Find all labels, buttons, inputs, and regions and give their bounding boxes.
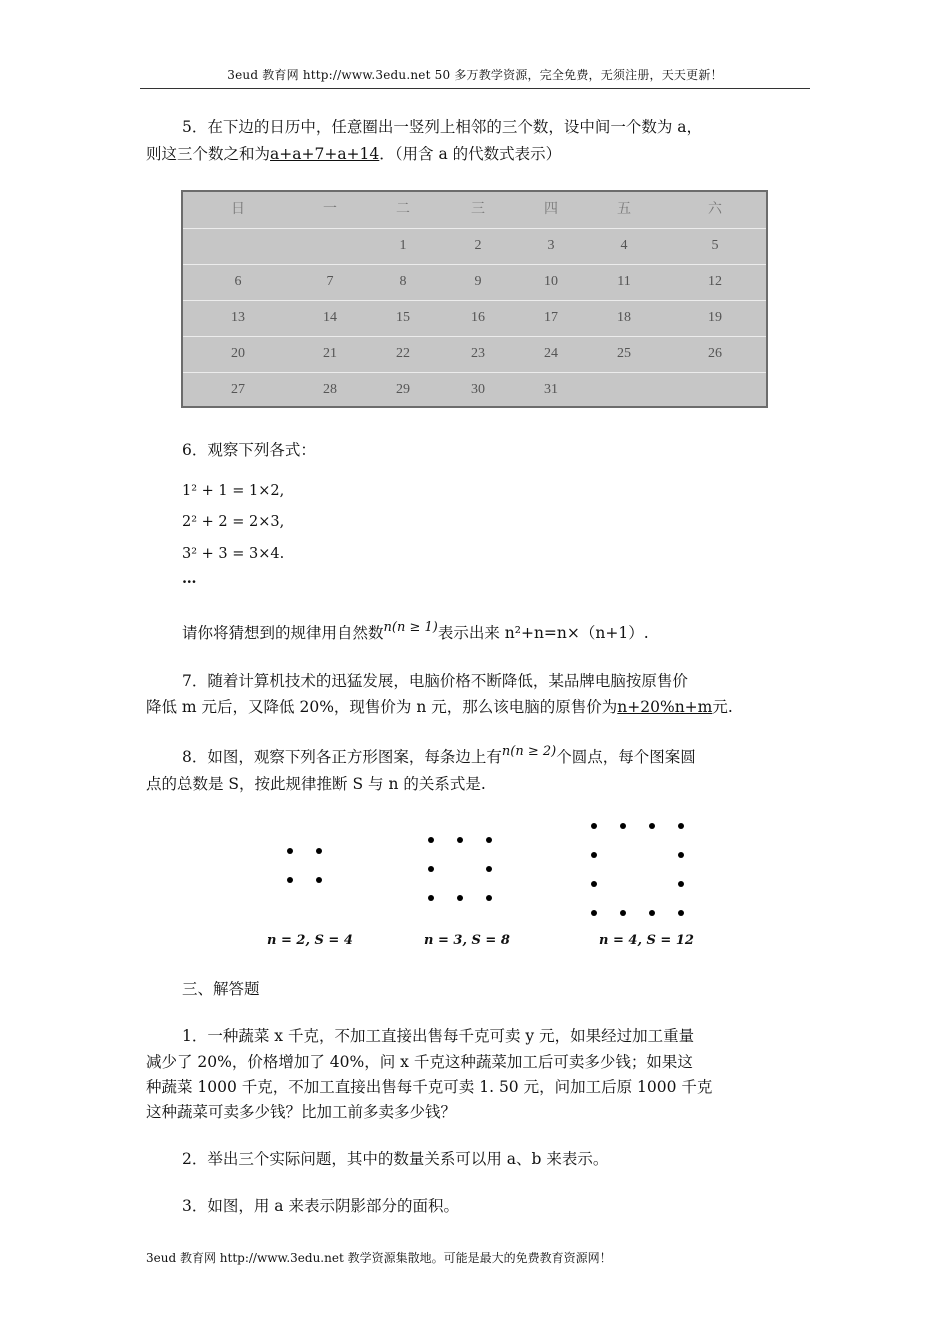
figure-label-n4: n = 4, S = 12 bbox=[599, 933, 694, 948]
pattern-dot bbox=[486, 837, 492, 843]
calendar-day: 31 bbox=[544, 382, 558, 397]
pattern-dot bbox=[486, 866, 492, 872]
calendar-day: 23 bbox=[471, 346, 485, 361]
pattern-dot bbox=[591, 823, 597, 829]
q8-line2: 点的总数是 S，按此规律推断 S 与 n 的关系式是. bbox=[146, 775, 486, 793]
calendar-day: 24 bbox=[544, 346, 558, 361]
q7-line2-post: 元. bbox=[712, 698, 733, 716]
q6-conclusion-mid: 表示出来 n²+n=n×（n+1）. bbox=[437, 624, 649, 642]
calendar-table bbox=[181, 190, 768, 408]
q6-intro: 6．观察下列各式： bbox=[182, 441, 316, 459]
q8-line1-pre: 8．如图，观察下列各正方形图案，每条边上有 bbox=[182, 748, 502, 766]
figure-label-n3: n = 3, S = 8 bbox=[424, 933, 510, 948]
calendar-weekday: 四 bbox=[544, 202, 558, 217]
page-footer: 3eud 教育网 http://www.3edu.net 教学资源集散地。可能是最大的免费教育资源网！ bbox=[146, 1251, 612, 1265]
q5-line1: 5．在下边的日历中，任意圈出一竖列上相邻的三个数，设中间一个数为 a， bbox=[182, 118, 703, 136]
header-divider bbox=[140, 88, 810, 89]
pattern-dot bbox=[287, 877, 293, 883]
q5-answer: a+a+7+a+14 bbox=[270, 145, 380, 163]
calendar-day: 10 bbox=[544, 274, 558, 289]
calendar-weekday: 三 bbox=[471, 202, 485, 217]
q6-eq3: 3² + 3 = 3×4. bbox=[182, 546, 285, 562]
pattern-dot bbox=[591, 852, 597, 858]
figure-label-n2: n = 2, S = 4 bbox=[267, 933, 353, 948]
calendar-day: 15 bbox=[396, 310, 410, 325]
calendar-day: 1 bbox=[399, 238, 407, 253]
pattern-dot bbox=[316, 877, 322, 883]
q5-line2-post: ．（用含 a 的代数式表示） bbox=[379, 145, 562, 163]
s3-q1-line1: 1．一种蔬菜 x 千克，不加工直接出售每千克可卖 y 元，如果经过加工重量 bbox=[182, 1027, 695, 1045]
q6-conclusion-pre: 请你将猜想到的规律用自然数 bbox=[182, 624, 384, 642]
pattern-dot bbox=[428, 895, 434, 901]
calendar-week-row bbox=[183, 300, 766, 337]
calendar-week-row bbox=[183, 372, 766, 408]
pattern-dot bbox=[620, 823, 626, 829]
s3-q1-line4: 这种蔬菜可卖多少钱？比加工前多卖多少钱？ bbox=[146, 1103, 457, 1121]
q7-line2-pre: 降低 m 元后，又降低 20%，现售价为 n 元，那么该电脑的原售价为 bbox=[146, 698, 618, 716]
calendar-weekday: 五 bbox=[617, 202, 631, 217]
q6-ellipsis: … bbox=[182, 570, 197, 587]
q7-line1: 7．随着计算机技术的迅猛发展，电脑价格不断降低，某品牌电脑按原售价 bbox=[182, 672, 688, 690]
calendar-day: 14 bbox=[323, 310, 337, 325]
calendar-day: 28 bbox=[323, 382, 337, 397]
calendar-day: 30 bbox=[471, 382, 485, 397]
calendar-day: 19 bbox=[708, 310, 722, 325]
pattern-dot bbox=[649, 910, 655, 916]
calendar-day: 17 bbox=[544, 310, 558, 325]
calendar-day: 11 bbox=[617, 274, 631, 289]
calendar-day: 21 bbox=[323, 346, 337, 361]
calendar-day: 27 bbox=[231, 382, 245, 397]
q8-line1 bbox=[182, 744, 696, 772]
q7-answer: n+20%n+m bbox=[617, 698, 713, 716]
pattern-dot bbox=[678, 823, 684, 829]
pattern-dot bbox=[316, 848, 322, 854]
q7-line2 bbox=[146, 694, 733, 721]
calendar-header-row bbox=[183, 192, 766, 229]
calendar-day: 3 bbox=[547, 238, 555, 253]
calendar-weekday: 六 bbox=[708, 202, 722, 217]
pattern-dot bbox=[428, 866, 434, 872]
pattern-dot bbox=[591, 910, 597, 916]
calendar-day: 9 bbox=[474, 274, 482, 289]
s3-q1-line2: 减少了 20%，价格增加了 40%，问 x 千克这种蔬菜加工后可卖多少钱；如果这 bbox=[146, 1053, 693, 1071]
calendar-day: 16 bbox=[471, 310, 485, 325]
pattern-dot bbox=[486, 895, 492, 901]
pattern-dot bbox=[457, 895, 463, 901]
q8-line1-post: 个圆点，每个图案圆 bbox=[556, 748, 696, 766]
calendar-week-row bbox=[183, 228, 766, 265]
calendar-day: 2 bbox=[474, 238, 482, 253]
calendar-day: 20 bbox=[231, 346, 245, 361]
pattern-dot bbox=[457, 837, 463, 843]
calendar-day: 29 bbox=[396, 382, 410, 397]
q5-line2 bbox=[146, 141, 561, 168]
calendar-day: 26 bbox=[708, 346, 722, 361]
pattern-dot bbox=[678, 881, 684, 887]
s3-q2: 2．举出三个实际问题，其中的数量关系可以用 a、b 来表示。 bbox=[182, 1150, 609, 1168]
pattern-dot bbox=[649, 823, 655, 829]
pattern-dot bbox=[620, 910, 626, 916]
calendar-day: 5 bbox=[711, 238, 719, 253]
calendar-weekday: 二 bbox=[396, 202, 410, 217]
calendar-day: 7 bbox=[326, 274, 334, 289]
calendar-day: 8 bbox=[399, 274, 407, 289]
q5-line2-pre: 则这三个数之和为 bbox=[146, 145, 271, 163]
pattern-dot bbox=[591, 881, 597, 887]
pattern-dot bbox=[428, 837, 434, 843]
q6-conclusion bbox=[182, 620, 649, 648]
calendar-week-row bbox=[183, 336, 766, 373]
calendar-day: 13 bbox=[231, 310, 245, 325]
calendar-day: 4 bbox=[620, 238, 628, 253]
calendar-day: 18 bbox=[617, 310, 631, 325]
calendar-day: 12 bbox=[708, 274, 722, 289]
calendar-weekday: 一 bbox=[323, 202, 337, 217]
section3-title: 三、解答题 bbox=[182, 980, 260, 998]
q8-condition: n(n ≥ 2) bbox=[501, 744, 557, 759]
pattern-dot bbox=[678, 910, 684, 916]
s3-q3: 3．如图，用 a 来表示阴影部分的面积。 bbox=[182, 1197, 459, 1215]
calendar-day: 22 bbox=[396, 346, 410, 361]
page-header: 3eud 教育网 http://www.3edu.net 50 多万教学资源，完全免费，无须注册，天天更新！ bbox=[227, 68, 723, 82]
calendar-week-row bbox=[183, 264, 766, 301]
s3-q1-line3: 种蔬菜 1000 千克，不加工直接出售每千克可卖 1. 50 元，问加工后原 1000 千克 bbox=[146, 1078, 713, 1096]
q6-eq1: 1² + 1 = 1×2, bbox=[182, 483, 285, 499]
calendar-weekday: 日 bbox=[231, 202, 245, 217]
pattern-dot bbox=[287, 848, 293, 854]
q6-condition: n(n ≥ 1) bbox=[383, 620, 438, 635]
q6-eq2: 2² + 2 = 2×3, bbox=[182, 514, 285, 530]
calendar-day: 6 bbox=[234, 274, 242, 289]
calendar-day: 25 bbox=[617, 346, 631, 361]
pattern-dot bbox=[678, 852, 684, 858]
